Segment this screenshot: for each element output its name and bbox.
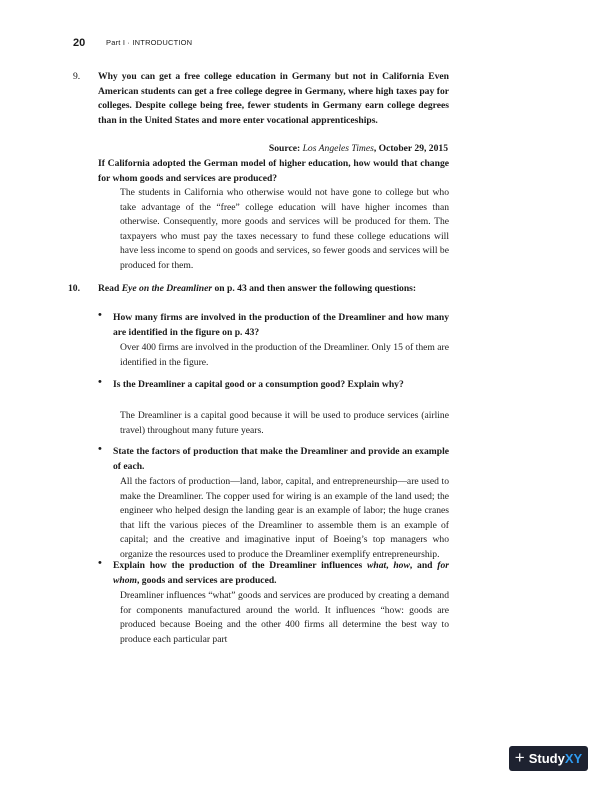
question-number-9: 9. <box>73 71 81 82</box>
intro-title: Eye on the Dreamliner <box>121 283 213 294</box>
bullet-2-answer: The Dreamliner is a capital good because it will be used to produce services (airline travel) throughout many future years. <box>120 410 449 436</box>
logo-text-study: Study <box>528 751 565 766</box>
source-publication: Los Angeles Times <box>302 143 374 154</box>
bullet-2-question: Is the Dreamliner a capital good or a consumption good? Explain why? <box>113 379 404 390</box>
source-label: Source: <box>268 143 301 154</box>
bullet-4-q-what: what <box>366 560 387 571</box>
bullet-4-answer: Dreamliner influences “what” goods and services are produced by creating a demand for components manufactured around the world. It influences “how: goods are produced because Boeing and the other 400 firms all determine the best way to produce each particular part <box>120 590 449 645</box>
question-9-answer: The students in California who otherwise would not have gone to college but who take advantage of the “free” college education will have higher incomes than otherwise. Consequently, more goods and services will be produced for them. The taxpayers who must pay the taxes necessary to fund these college educations will have less income to spend on goods and services, so fewer goods and services will be produced for them. <box>120 187 449 271</box>
bullet-3-question: State the factors of production that make the Dreamliner and provide an example of each. <box>113 446 449 472</box>
bullet-marker: • <box>98 309 102 321</box>
bullet-4-q-pre: Explain how the production of the Dreamliner influences <box>113 560 363 571</box>
bullet-4-q-how: how <box>393 560 410 571</box>
question-9-text: Why you can get a free college education in Germany but not in California Even American students can get a free college degree in Germany, where high taxes pay for colleges. Despite college being free, fewer students in Germany earn college degrees than in the United States and more enter vocational apprenticeships. <box>98 71 449 126</box>
bullet-marker: • <box>98 557 102 569</box>
intro-read: Read <box>98 283 120 294</box>
bullet-4-q-whom: for whom <box>113 560 449 586</box>
question-9-subquestion: If California adopted the German model of higher education, how would that change for whom goods and services are produced? <box>98 158 449 184</box>
logo-text-xy: XY <box>564 751 583 766</box>
question-number-10: 10. <box>68 283 80 294</box>
source-date: , October 29, 2015 <box>373 143 448 154</box>
bullet-marker: • <box>98 376 102 388</box>
plus-icon: + <box>514 747 525 767</box>
intro-rest: on p. 43 and then answer the following questions: <box>214 283 417 294</box>
running-header: Part I · INTRODUCTION <box>106 38 193 47</box>
page-number: 20 <box>73 37 86 49</box>
bullet-1-answer: Over 400 firms are involved in the production of the Dreamliner. Only 15 of them are identified in the figure. <box>120 342 449 368</box>
bullet-marker: • <box>98 443 102 455</box>
bullet-4-q-sep1: , <box>386 560 389 571</box>
studyxy-logo[interactable] <box>509 746 588 771</box>
question-9-source <box>269 143 448 154</box>
bullet-4-q-sep2: , and <box>409 560 433 571</box>
bullet-4-question <box>113 559 449 588</box>
bullet-4-q-post: , goods and services are produced. <box>137 574 277 586</box>
question-10-intro <box>98 282 449 297</box>
bullet-1-question: How many firms are involved in the production of the Dreamliner and how many are identified in the figure on p. 43? <box>113 312 449 338</box>
bullet-3-answer: All the factors of production—land, labor, capital, and entrepreneurship—are used to make the Dreamliner. The copper used for wiring is an example of the land used; the engineer who helped design the landing gear is an example of labor; the huge cranes that lift the various pieces of the Dreamliner to assemble them is an example of capital; and the creative and imaginative input of Boeing’s top managers who organize the resources used to produce the Dreamliner exemplify entrepreneurship. <box>120 476 449 560</box>
